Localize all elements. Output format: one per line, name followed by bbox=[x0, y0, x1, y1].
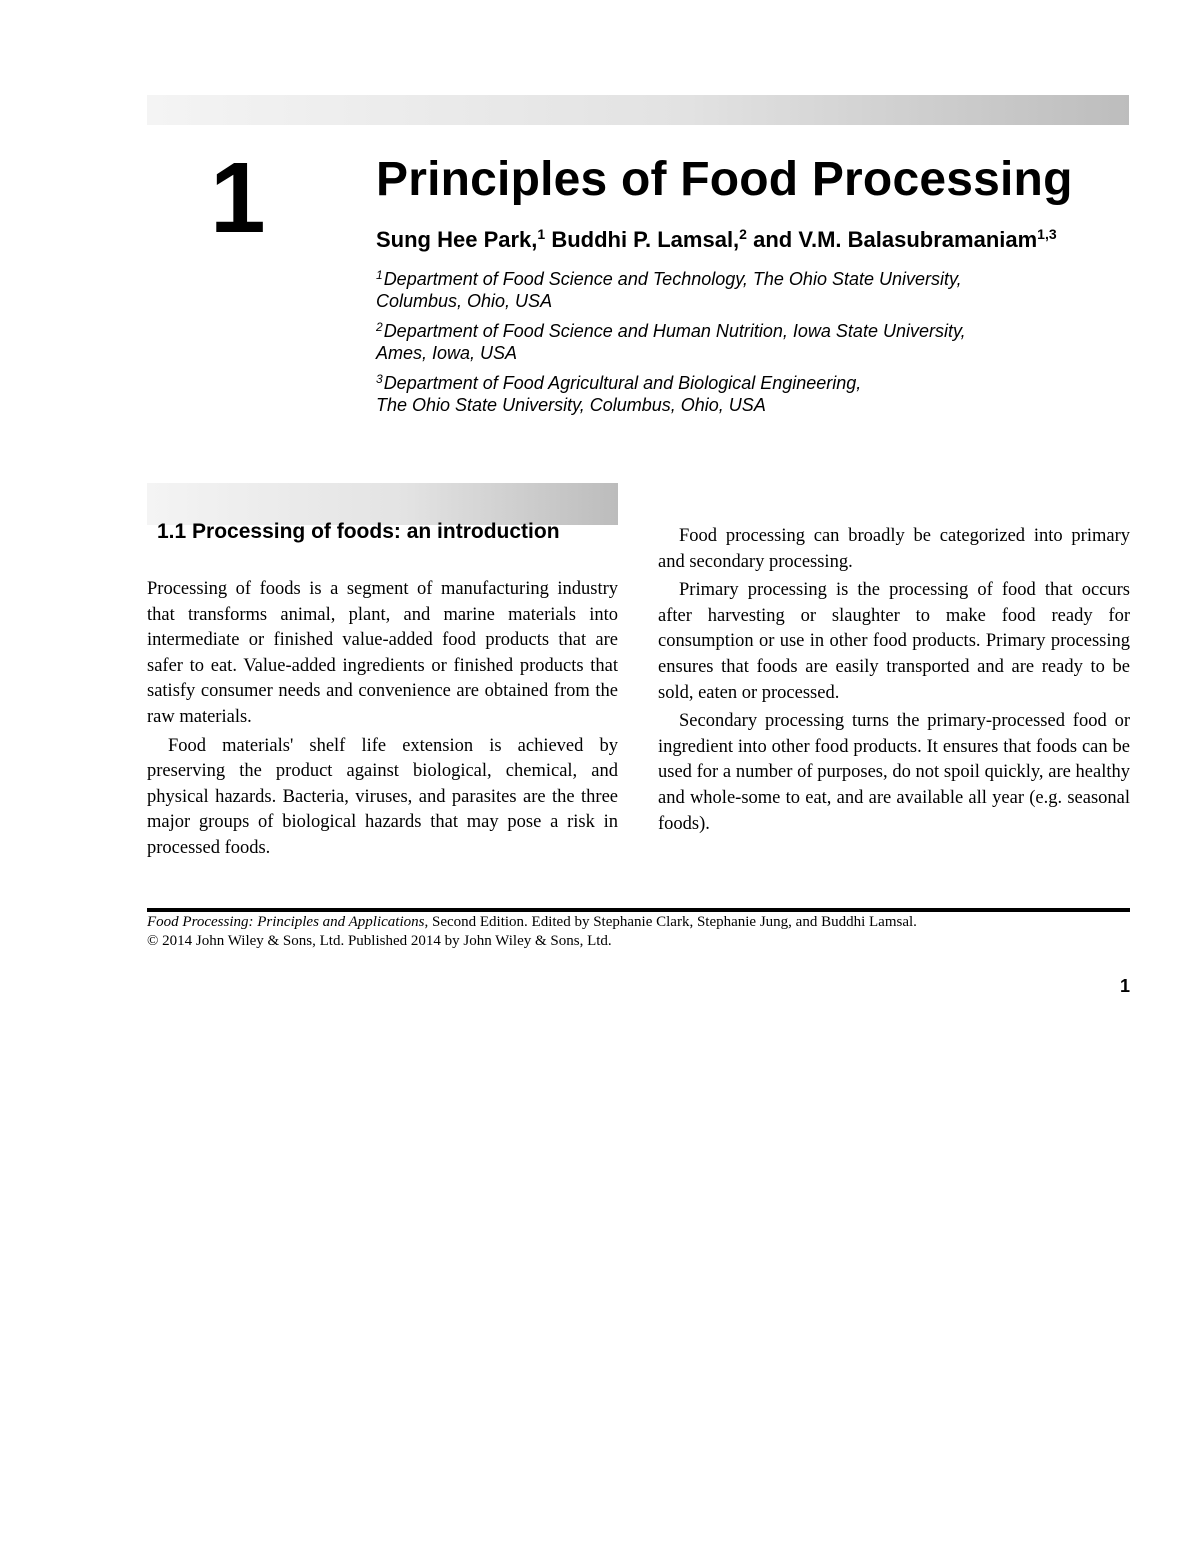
author-name: Buddhi P. Lamsal, bbox=[551, 227, 740, 252]
body-paragraph: Processing of foods is a segment of manufacturing industry that transforms animal, plant, and marine materials into intermediate or finished value-added food products that are safer to eat. Value-added ingredients or finished products that satisfy consumer needs and convenience are obtained from the raw materials. bbox=[147, 579, 618, 727]
body-paragraph: Food materials' shelf life extension is achieved by preserving the product against biological, chemical, and physical hazards. Bacteria, viruses, and parasites are the three major groups of biological hazards that may pose a risk in processed foods. bbox=[147, 735, 618, 858]
publication-footer bbox=[147, 913, 1130, 951]
affiliation-line: Department of Food Science and Human Nutrition, Iowa State University, bbox=[383, 321, 966, 341]
author-list bbox=[376, 226, 1057, 253]
affiliation-line: Department of Food Science and Technology, The Ohio State University, bbox=[383, 269, 962, 289]
affiliation bbox=[376, 316, 1116, 364]
author-affiliation-mark: 2 bbox=[739, 226, 747, 242]
body-paragraph: Primary processing is the processing of food that occurs after harvesting or slaughter to make food ready for consumption or use in other food products. Primary processing ensures that foods are easily transported and are ready to be sold, eaten or processed. bbox=[658, 580, 1130, 703]
chapter-title: Principles of Food Processing bbox=[376, 153, 1073, 206]
author-affiliation-mark: 1,3 bbox=[1037, 226, 1057, 242]
section-gradient-band bbox=[147, 483, 618, 525]
affiliation-mark: 2 bbox=[376, 320, 383, 334]
affiliation-line: Columbus, Ohio, USA bbox=[376, 291, 553, 311]
footer-rule bbox=[147, 908, 1130, 912]
affiliation bbox=[376, 368, 1116, 416]
left-text-column bbox=[147, 577, 618, 865]
affiliation bbox=[376, 264, 1116, 312]
right-text-column bbox=[658, 524, 1130, 840]
body-paragraph: Secondary processing turns the primary-processed food or ingredient into other food products. It ensures that foods can be used for a number of purposes, do not spoil quickly, are healthy and whole-some to eat, and are available all year (e.g. seasonal foods). bbox=[658, 711, 1130, 834]
author-affiliation-mark: 1 bbox=[537, 226, 546, 242]
affiliation-line: Ames, Iowa, USA bbox=[376, 343, 518, 363]
author-name: and V.M. Balasubramaniam bbox=[753, 227, 1038, 252]
section-heading: 1.1 Processing of foods: an introduction bbox=[157, 520, 560, 543]
page-number: 1 bbox=[1119, 976, 1130, 996]
book-title: Food Processing: Principles and Applications bbox=[147, 914, 425, 930]
edition-text: , Second Edition. Edited by Stephanie Clark, Stephanie Jung, and Buddhi Lamsal. bbox=[424, 914, 917, 930]
author-name: Sung Hee Park, bbox=[376, 227, 538, 252]
affiliation-mark: 3 bbox=[376, 372, 383, 386]
header-gradient-band bbox=[147, 95, 1129, 125]
affiliation-line: Department of Food Agricultural and Biological Engineering, bbox=[383, 373, 862, 393]
chapter-number: 1 bbox=[210, 142, 266, 254]
affiliation-list bbox=[376, 264, 1116, 420]
affiliation-mark: 1 bbox=[376, 268, 383, 282]
copyright-text: © 2014 John Wiley & Sons, Ltd. Published 2014 by John Wiley & Sons, Ltd. bbox=[147, 933, 612, 949]
body-paragraph: Food processing can broadly be categorized into primary and secondary processing. bbox=[658, 526, 1130, 572]
affiliation-line: The Ohio State University, Columbus, Ohio, USA bbox=[376, 395, 766, 415]
